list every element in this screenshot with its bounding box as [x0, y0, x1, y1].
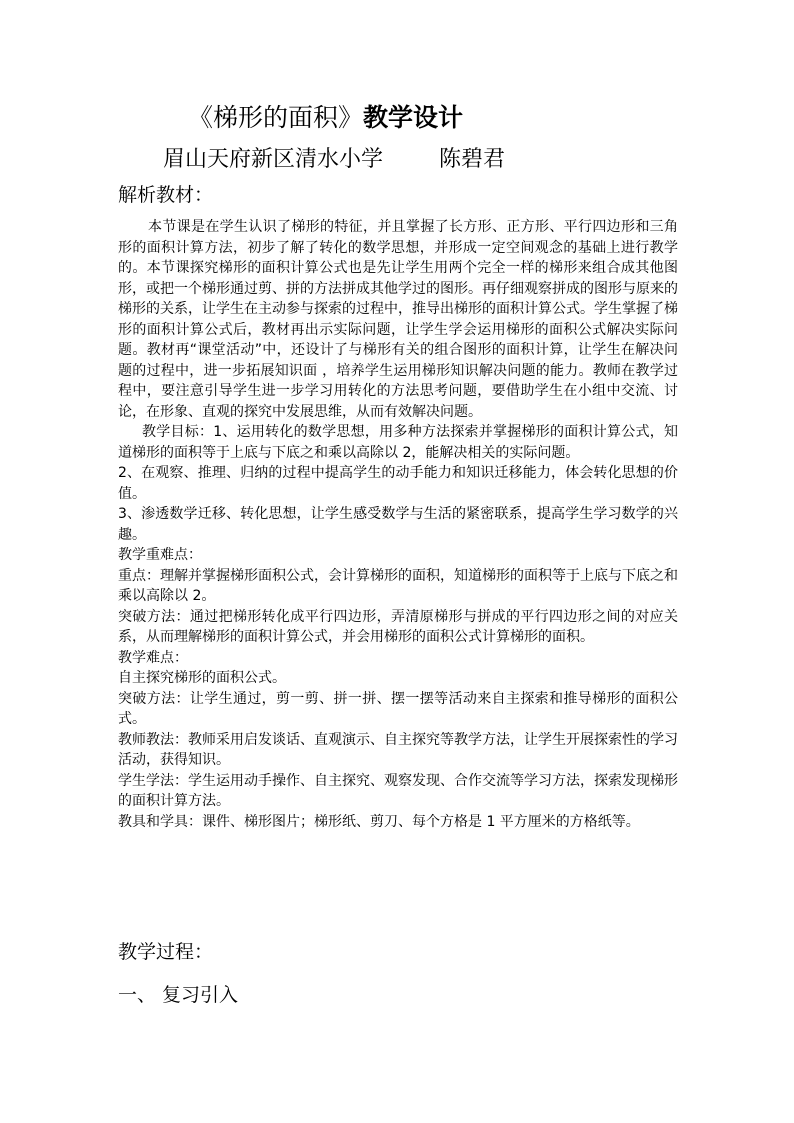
document-title: [188, 104, 463, 132]
paragraph-goal-3: 3、渗透数学迁移、转化思想，让学生感受数学与生活的紧密联系，提高学生学习数学的兴趣。: [118, 506, 678, 543]
paragraph-goal-2: 2、在观察、推理、归纳的过程中提高学生的动手能力和知识迁移能力，体会转化思想的价值。: [118, 465, 678, 502]
paragraph-materials: 教具和学具：课件、梯形图片；梯形纸、剪刀、每个方格是 1 平方厘米的方格纸等。: [118, 813, 640, 830]
section-heading-process: 教学过程：: [118, 941, 214, 963]
author-name: 陈碧君: [439, 147, 506, 172]
paragraph-analysis: 本节课是在学生认识了梯形的特征，并且掌握了长方形、正方形、平行四边形和三角形的面积计算方法，初步了解了转化的数学思想，并形成一定空间观念的基础上进行教学的。本节课探究梯形的面积计算公式也是先让学生用两个完全一样的梯形来组合成其他图形，或把一个梯形通过剪、拼的方法拼成其他学过的图形。再仔细观察拼成的图形与原来的梯形的关系，让学生在主动参与探索的过程中，推导出梯形的面积计算公式。学生掌握了梯形的面积计算公式后，教材再出示实际问题，让学生学会运用梯形的面积公式解决实际问题。教材再“课堂活动”中，还设计了与梯形有关的组合图形的面积计算，让学生在解决问题的过程中，进一步拓展知识面 ，培养学生运用梯形知识解决问题的能力。教师在教学过程中，要注意引导学生进一步学习用转化的方法思考问题，要借助学生在小组中交流、讨论，在形象、直观的探究中发展思维，从而有效解决问题。: [118, 219, 678, 420]
title-bold: 教学设计: [363, 103, 464, 132]
section-heading-review: 一、 复习引入: [118, 984, 239, 1006]
paragraph-difficult-heading: 教学难点：: [118, 649, 188, 666]
paragraph-difficult-point: 自主探究梯形的面积公式。: [118, 670, 286, 686]
paragraph-breakthrough-1: 突破方法：通过把梯形转化成平行四边形，弄清原梯形与拼成的平行四边形之间的对应关系，从而理解梯形的面积计算公式，并会用梯形的面积公式计算梯形的面积。: [118, 608, 678, 645]
paragraph-breakthrough-2: 突破方法：让学生通过，剪一剪、拼一拼、摆一摆等活动来自主探索和推导梯形的面积公式。: [118, 690, 678, 727]
section-heading-analysis: 解析教材：: [118, 184, 214, 206]
paragraph-goals: 教学目标：1、运用转化的数学思想，用多种方法探索并掌握梯形的面积计算公式，知道梯形的面积等于上底与下底之和乘以高除以 2，能解决相关的实际问题。: [118, 424, 678, 461]
paragraph-key-difficult-heading: 教学重难点：: [118, 547, 202, 563]
paragraph-teaching-method: 教师教法：教师采用启发谈话、直观演示、自主探究等教学方法，让学生开展探索性的学习活动，获得知识。: [118, 731, 678, 768]
title-main: 《梯形的面积》: [188, 103, 364, 132]
paragraph-key-point: 重点：理解并掌握梯形面积公式，会计算梯形的面积，知道梯形的面积等于上底与下底之和乘以高除以 2。: [118, 567, 678, 604]
author-line: [163, 147, 505, 173]
body-text: [118, 217, 678, 832]
paragraph-learning-method: 学生学法：学生运用动手操作、自主探究、观察发现、合作交流等学习方法，探索发现梯形的面积计算方法。: [118, 772, 678, 809]
author-school: 眉山天府新区清水小学: [163, 147, 384, 172]
